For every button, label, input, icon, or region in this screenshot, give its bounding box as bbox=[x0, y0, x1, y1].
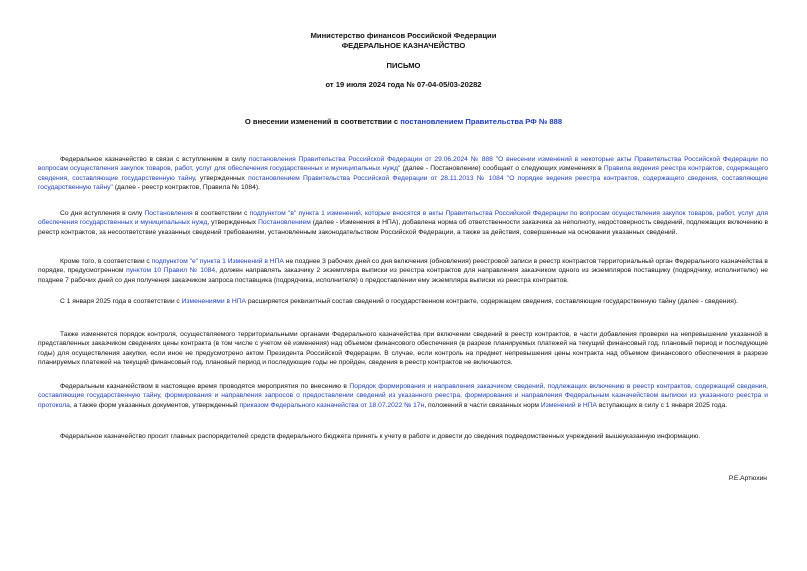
paragraph-7 bbox=[38, 432, 768, 441]
paragraph-2 bbox=[38, 209, 768, 237]
paragraph-text: Федеральное казначейство просит главных распорядителей средств федерального бюджета принять к учету в работе и довести до сведения подведомственных учреждений вышеуказанную информацию. bbox=[60, 433, 701, 440]
document-date-number: от 19 июля 2024 года № 07-04-05/03-20282 bbox=[325, 80, 482, 89]
paragraph-text: , утвержденных bbox=[194, 174, 249, 182]
subject-link[interactable]: постановлением Правительства РФ № 888 bbox=[400, 117, 563, 126]
paragraph-text: (далее - Постановление) сообщает о следующих изменениях в bbox=[400, 165, 604, 173]
paragraph-text: Кроме того, в соответствии с bbox=[60, 258, 152, 265]
signature: Р.Е.Артюхин bbox=[728, 475, 767, 482]
link-procedure[interactable]: Порядок формирования и направления заказчиком сведений, подлежащих включению в реестр контрактов, содержащий сведения, составляющие государственную тайну, формирования и направления запросов о предоставлении сведений из указанного реестра, формирования и направления Федеральным казначейством выписки из указанного реестра и протокола bbox=[38, 383, 768, 409]
paragraph-6 bbox=[38, 382, 768, 410]
link-resolution[interactable]: Постановления bbox=[144, 210, 193, 217]
paragraph-text: (далее - Изменения в НПА), добавлена норма об ответственности заказчика за неполноту, недостоверность сведений, подлежащих включению в реестр контрактов, за несоответствие указанных сведений требованиям, установленным законодательством Российской Федерации, а также за действия, совершенные на основании указанных сведений. bbox=[38, 219, 769, 236]
paragraph-text: , положений в части связанных норм bbox=[424, 401, 541, 409]
link-amendments-2[interactable]: Изменений в НПА bbox=[540, 401, 598, 409]
paragraph-text: Федеральное казначейство в связи с вступлением в силу bbox=[60, 156, 249, 163]
paragraph-text: , должен направлять заказчику 2 экземпляра выписки из реестра контрактов для направления заказчиком одного из экземпляров поставщику (подрядчику, исполнителю) не позднее 7 рабочих дней со дня получения заказчиком запроса поставщика (подрядчика, исполнителя) о предоставлении ему экземпляра выписки из реестра контрактов. bbox=[38, 267, 769, 284]
document-subject bbox=[0, 117, 807, 127]
paragraph-text: (далее - реестр контрактов, Правила № 1084). bbox=[112, 183, 260, 191]
paragraph-text: в соответствии с bbox=[192, 210, 250, 217]
link-subparagraph-e[interactable]: подпунктом "е" пункта 1 Изменений в НПА bbox=[151, 258, 284, 265]
link-resolution-1084[interactable]: постановлением Правительства Российской Федерации от 28.11.2013 № 1084 "О порядке ведения реестра контрактов, содержащего сведения, составляющие государственную тайну" bbox=[38, 174, 768, 191]
link-subparagraph-v[interactable]: подпунктом "в" пункта 1 изменений, которые вносятся в акты Правительства Российской Федерации по вопросам осуществления закупок товаров, работ, услуг для обеспечения государственных и муниципальных нужд bbox=[38, 210, 769, 227]
link-rules-registry[interactable]: Правила ведения реестра контрактов, содержащего сведения, составляющие государственную тайну bbox=[38, 165, 769, 182]
paragraph-text: расширяется реквизитный состав сведений о государственном контракте, содержащем сведения, составляющие государственную тайну (далее - сведения). bbox=[245, 298, 738, 305]
paragraph-text: вступающих в силу с 1 января 2025 года. bbox=[597, 401, 728, 409]
link-resolution-888[interactable]: постановления Правительства Российской Федерации от 29.06.2024 № 888 "О внесении изменений в некоторые акты Правительства Российской Федерации по вопросам осуществления закупок товаров, работ, услуг для обеспечения государственных и муниципальных нужд" bbox=[38, 156, 768, 173]
paragraph-5 bbox=[38, 330, 768, 367]
document-type: ПИСЬМО bbox=[386, 61, 421, 70]
paragraph-text: Также изменяется порядок контроля, осуществляемого территориальными органами Федерального казначейства при включении сведений в реестр контрактов, в части добавления проверки на непревышение указанной в представленных заказчиком сведениях цены контракта (в том числе с учетом её изменения) над объемом финансового обеспечения (в разрезе планируемых платежей на текущий финансовый год, плановый период и последующие годы) для осуществления закупки, если иное не предусмотрено актом Президента Российской Федерации. В случае, если контроль на предмет непревышения цены контракта над объемом финансового обеспечения в разрезе планируемых платежей на текущий финансовый год, плановый период и последующие годы не пройден, сведения в реестр контрактов не включаются. bbox=[38, 331, 768, 366]
paragraph-text: , утвержденных bbox=[207, 219, 259, 227]
paragraph-text: Федеральным казначейством в настоящее время проводятся мероприятия по внесению в bbox=[60, 383, 350, 390]
paragraph-1 bbox=[38, 155, 768, 192]
department-name: ФЕДЕРАЛЬНОЕ КАЗНАЧЕЙСТВО bbox=[341, 41, 466, 50]
paragraph-text: Со дня вступления в силу bbox=[60, 210, 145, 217]
link-amendments[interactable]: Изменениями в НПА bbox=[181, 298, 246, 305]
link-resolution-2[interactable]: Постановлением bbox=[258, 219, 311, 227]
subject-text: О внесении изменений в соответствии с bbox=[244, 117, 401, 126]
paragraph-4 bbox=[38, 297, 768, 306]
paragraph-3 bbox=[38, 257, 768, 285]
paragraph-text: С 1 января 2025 года в соответствии с bbox=[60, 298, 182, 305]
link-order-17n[interactable]: приказом Федерального казначейства от 18.07.2022 № 17н bbox=[239, 401, 425, 409]
org-name: Министерство финансов Российской Федерации bbox=[310, 31, 497, 40]
paragraph-text: не позднее 3 рабочих дней со дня включения (обновления) реестровой записи в реестр контрактов территориальный орган Федерального казначейства в порядке, предусмотренном bbox=[38, 258, 768, 275]
link-point-10[interactable]: пунктом 10 Правил № 1084 bbox=[126, 267, 216, 275]
paragraph-text: , а также форм указанных документов, утвержденный bbox=[69, 401, 240, 409]
